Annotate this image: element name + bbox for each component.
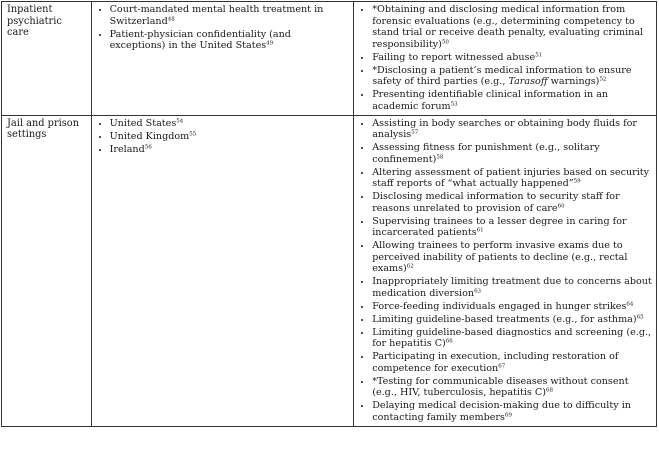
list-item: • *Disclosing a patient’s medical information to ensure safety of third parties (e.g., Tarasoff warnings)$^{52}$ <box>372 65 652 88</box>
list-item: • Presenting identifiable clinical information in an academic forum$^{53}$ <box>372 89 652 112</box>
list-item: • United States$^{54}$ <box>110 118 350 130</box>
setting-label: Inpatient psychiatric care <box>7 4 62 38</box>
list-item: • Altering assessment of patient injuries based on security staff reports of “what actually happened”$^{59}$ <box>372 167 652 190</box>
list-item: • Supervising trainees to a lesser degree in caring for incarcerated patients$^{61}$ <box>372 216 652 239</box>
list-item: • Participating in execution, including restoration of competence for execution$^{67}$ <box>372 351 652 374</box>
jurisdiction-list <box>97 118 350 156</box>
list-item: • Patient-physician confidentiality (and exceptions) in the United States$^{49}$ <box>110 29 350 52</box>
list-item: • Inappropriately limiting treatment due to concerns about medication diversion$^{63}$ <box>372 276 652 299</box>
list-item: • Limiting guideline-based treatments (e.g., for asthma)$^{65}$ <box>372 314 652 326</box>
list-item: • Failing to report witnessed abuse$^{51}$ <box>372 52 652 64</box>
list-item: • United Kingdom$^{55}$ <box>110 131 350 143</box>
list-item: • Assessing fitness for punishment (e.g., solitary confinement)$^{58}$ <box>372 142 652 165</box>
list-item: • *Obtaining and disclosing medical information from forensic evaluations (e.g., determining competency to stand trial or receive death penalty, evaluating criminal responsibility)$^{50}$ <box>372 4 652 50</box>
list-item: • Limiting guideline-based diagnostics and screening (e.g., for hepatitis C)$^{66}$ <box>372 327 652 350</box>
setting-cell <box>2 115 92 426</box>
list-item: • Ireland$^{56}$ <box>110 144 350 156</box>
list-item: • Assisting in body searches or obtaining body fluids for analysis$^{57}$ <box>372 118 652 141</box>
table-row <box>2 115 657 426</box>
jurisdiction-cell <box>91 115 354 426</box>
dual-loyalty-table <box>1 1 657 427</box>
list-item: • Allowing trainees to perform invasive exams due to perceived inability of patients to decline (e.g., rectal exams)$^{62}$ <box>372 240 652 275</box>
setting-cell <box>2 2 92 116</box>
list-item: • Force-feeding individuals engaged in hunger strikes$^{64}$ <box>372 301 652 313</box>
scenario-list <box>359 118 652 424</box>
list-item: • *Testing for communicable diseases without consent (e.g., HIV, tuberculosis, hepatitis C)$^{68}$ <box>372 376 652 399</box>
table-row <box>2 2 657 116</box>
scenario-cell <box>354 2 657 116</box>
jurisdiction-cell <box>91 2 354 116</box>
list-item: • Court-mandated mental health treatment in Switzerland$^{48}$ <box>110 4 350 27</box>
scenario-list <box>359 4 652 112</box>
jurisdiction-list <box>97 4 350 52</box>
list-item: • Disclosing medical information to security staff for reasons unrelated to provision of care$^{60}$ <box>372 191 652 214</box>
setting-label: Jail and prison settings <box>7 117 80 140</box>
list-item: • Delaying medical decision-making due to difficulty in contacting family members$^{69}$ <box>372 400 652 423</box>
scenario-cell <box>354 115 657 426</box>
